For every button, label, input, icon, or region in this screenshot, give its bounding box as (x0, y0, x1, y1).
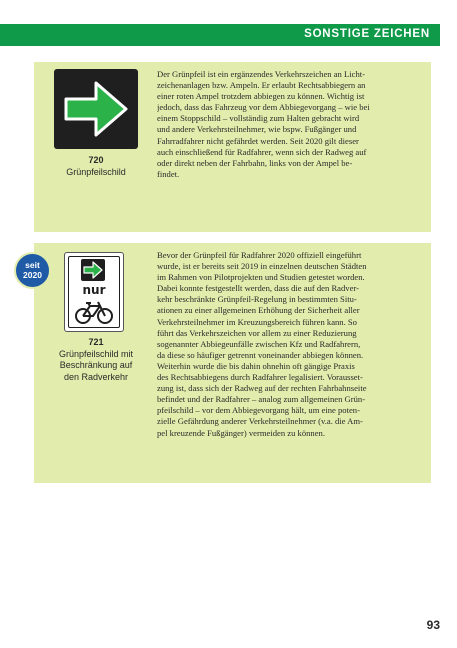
text-line: Bevor der Grünpfeil für Radfahrer 2020 offiziell eingeführt (157, 250, 362, 260)
text-line: auch einschließend für Radfahrer, wenn sich der Radweg auf (157, 146, 367, 157)
sign-720-name: Grünpfeilschild (66, 166, 126, 177)
text-line: einem Stoppschild – vollständig zum Halten gebracht wird (157, 113, 360, 124)
small-green-arrow-icon (81, 259, 105, 281)
text-line: kehr beschränkte Grünpfeil-Regelung in bestimmten Situ- (157, 294, 357, 305)
text-line: sogenannter Abbiegeunfälle zwischen Kfz und Radfahrern, (157, 338, 361, 349)
sign-721-description (157, 250, 423, 439)
sign-720-description (157, 69, 423, 180)
green-arrow-right-icon (60, 75, 132, 143)
text-line: einer roten Ampel trotzdem abbiegen zu können. Wichtig ist (157, 91, 365, 102)
sign-721-name-line: Grünpfeilschild mit (58, 348, 134, 359)
sign-721-name-line: Beschränkung auf (59, 360, 133, 370)
since-2020-badge (14, 252, 51, 289)
text-line: da diese so häufiger getrennt voneinander abbiegen können. (157, 349, 364, 360)
text-line: wurde, ist er bereits seit 2019 in einzelnen deutschen Städten (157, 261, 367, 272)
bicycle-icon (74, 301, 114, 325)
text-line: zeichenanlagen bzw. Ampeln. Er erlaubt Rechtsabbiegern an (157, 80, 366, 91)
text-line: pfeilschild – vor dem Abbiegevorgang hält, um eine poten- (157, 405, 360, 416)
sign-word-nur: nur (82, 283, 106, 297)
text-line: führt das Verkehrszeichen vor allem zu einer Reduzierung (157, 327, 357, 338)
text-line: jedoch, dass das Fahrzeug vor dem Abbiegevorgang – wie bei (157, 102, 370, 113)
text-line: zielle Gefährdung anderer Verkehrsteilnehmer (v.a. die Am- (157, 416, 363, 427)
green-arrow-sign-icon (54, 69, 138, 149)
text-line: ationen zu einer allgemeinen Erhöhung der Sicherheit aller (157, 305, 360, 316)
section-header-bar (0, 24, 440, 46)
section-title: SONSTIGE ZEICHEN (304, 28, 430, 40)
sign-721-name-line: den Radverkehr (63, 371, 129, 382)
text-line: Fahrradfahrer nicht gefährdet werden. Seit 2020 gilt dieser (157, 135, 359, 146)
text-line: befindet und der Radfahrer – analog zum allgemeinen Grün- (157, 394, 366, 405)
text-line: des Rechtsabbiegens durch Radfahrer legalisiert. Vorausset- (157, 372, 363, 383)
badge-line-2: 2020 (23, 270, 42, 280)
cyclist-green-arrow-sign (64, 252, 124, 332)
badge-line-1: seit (25, 260, 40, 270)
text-line: im Rahmen von Pilotprojekten und Studien getestet worden. (157, 272, 365, 283)
page-number: 93 (426, 618, 440, 632)
green-arrow-right-icon (81, 259, 105, 281)
text-line: findet. (157, 168, 180, 179)
sign-721-number: 721 (88, 337, 104, 347)
text-line: Verkehrsteilnehmer im Kreuzungsbereich führen kann. So (157, 316, 357, 327)
text-line: pel kreuzende Fußgänger) vermeiden zu können. (157, 427, 325, 438)
text-line: Weiterhin wurde die bis dahin ohnehin oft gängige Praxis (157, 360, 355, 371)
text-line: und andere Verkehrsteilnehmer, wie bspw. Fußgänger und (157, 124, 357, 135)
text-line: Der Grünpfeil ist ein ergänzendes Verkehrszeichen an Licht- (157, 69, 365, 79)
text-line: Dabei konnte festgestellt werden, dass die auf den Radver- (157, 283, 359, 294)
sign-720-caption (44, 155, 148, 178)
sign-720-number: 720 (88, 155, 104, 165)
text-line: oder direkt neben der Fahrbahn, links von der Ampel be- (157, 157, 353, 168)
sign-721-caption (36, 337, 156, 383)
text-line: zung ist, dass sich der Radweg auf der rechten Fahrbahnseite (157, 383, 367, 394)
